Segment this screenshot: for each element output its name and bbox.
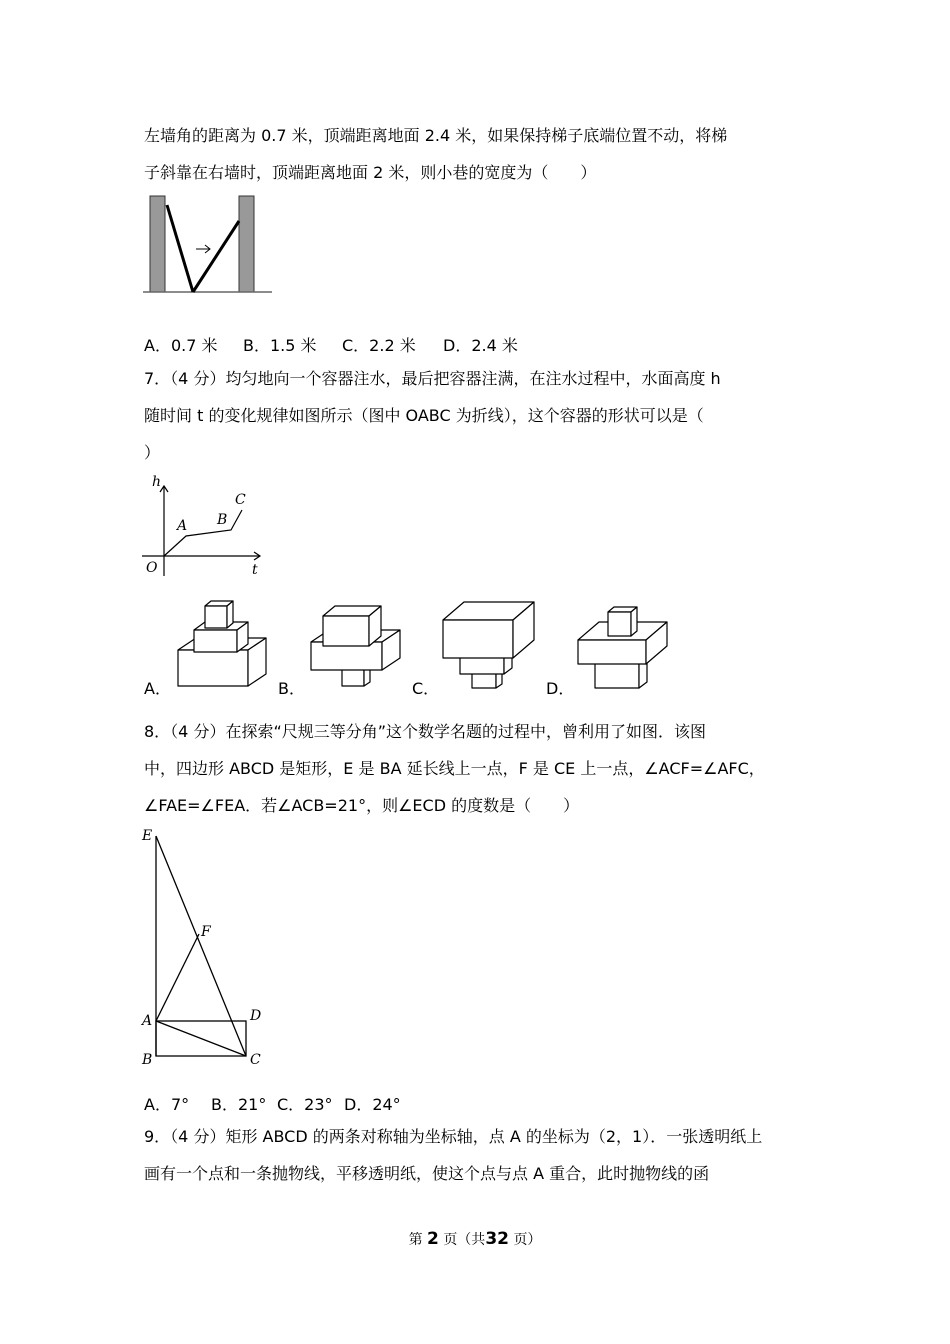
point-d-label: D bbox=[250, 1008, 262, 1024]
q6-choices bbox=[144, 333, 518, 356]
q6-choice-d: D．2.4 米 bbox=[443, 336, 518, 355]
q6-text-line-2: 子斜靠在右墙时，顶端距离地面 2 米，则小巷的宽度为（ ） bbox=[144, 163, 597, 182]
h-axis-label: h bbox=[152, 474, 162, 490]
q6-choice-b: B．1.5 米 bbox=[243, 336, 317, 355]
diagonal-ac bbox=[156, 1021, 246, 1056]
q7-choice-c: C． bbox=[412, 679, 440, 698]
right-wall bbox=[239, 196, 254, 292]
point-a-label: A bbox=[177, 518, 188, 534]
q7-choice-a: A． bbox=[144, 679, 171, 698]
q8-choice-b: B．21° bbox=[211, 1095, 267, 1114]
q8-choices bbox=[144, 1092, 401, 1115]
q8-text-line-1: 8．（4 分）在探索“尺规三等分角”这个数学名题的过程中，曾利用了如图．该图 bbox=[144, 722, 707, 741]
container-option-a bbox=[174, 594, 270, 690]
footer-total-pages: 32 bbox=[485, 1229, 509, 1249]
point-c-label: C bbox=[250, 1052, 261, 1068]
q6-choice-a: A．0.7 米 bbox=[144, 336, 218, 355]
q8-choice-d: D．24° bbox=[344, 1095, 401, 1114]
origin-label: O bbox=[146, 560, 158, 576]
ladder-alley-figure bbox=[140, 193, 280, 295]
q8-choice-c: C．23° bbox=[277, 1095, 333, 1114]
line-af bbox=[156, 934, 199, 1021]
q6-text-line-1: 左墙角的距离为 0.7 米，顶端距离地面 2.4 米，如果保持梯子底端位置不动，将梯 bbox=[144, 126, 728, 145]
q8-text-line-3: ∠FAE=∠FEA．若∠ACB=21°，则∠ECD 的度数是（ ） bbox=[144, 796, 580, 815]
point-b-label: B bbox=[142, 1052, 153, 1068]
point-e-label: E bbox=[142, 828, 153, 844]
oabc-polyline bbox=[164, 510, 242, 556]
point-c-label: C bbox=[235, 492, 246, 508]
footer-middle: 页（共 bbox=[443, 1232, 486, 1248]
footer-page-number: 2 bbox=[427, 1229, 439, 1249]
ladder-left-position bbox=[167, 205, 193, 292]
q8-text-line-2: 中，四边形 ABCD 是矩形，E 是 BA 延长线上一点，F 是 CE 上一点，∠ACF=∠AFC， bbox=[144, 759, 765, 778]
q8-choice-a: A．7° bbox=[144, 1095, 190, 1114]
line-ec bbox=[156, 836, 246, 1056]
water-height-graph bbox=[140, 470, 270, 580]
box-top-large bbox=[443, 602, 534, 658]
box-small bbox=[205, 601, 233, 628]
footer-prefix: 第 bbox=[408, 1232, 423, 1248]
q6-choice-c: C．2.2 米 bbox=[342, 336, 416, 355]
point-b-label: B bbox=[217, 512, 228, 528]
q9-text-line-1: 9．（4 分）矩形 ABCD 的两条对称轴为坐标轴，点 A 的坐标为（2，1）．一张透明纸上 bbox=[144, 1127, 763, 1146]
container-option-c bbox=[440, 596, 536, 692]
q7-choice-d: D． bbox=[546, 679, 575, 698]
q7-text-line-1: 7．（4 分）均匀地向一个容器注水，最后把容器注满，在注水过程中，水面高度 h bbox=[144, 369, 721, 388]
q7-text-line-2: 随时间 t 的变化规律如图所示（图中 OABC 为折线），这个容器的形状可以是（ bbox=[144, 406, 704, 425]
container-option-b bbox=[308, 598, 404, 690]
q9-text-line-2: 画有一个点和一条抛物线，平移透明纸，使这个点与点 A 重合，此时抛物线的函 bbox=[144, 1164, 710, 1183]
trisection-figure bbox=[138, 826, 268, 1071]
footer-suffix: 页） bbox=[513, 1232, 542, 1248]
t-axis-label: t bbox=[252, 562, 258, 578]
box-top-medium bbox=[323, 606, 381, 646]
page-footer bbox=[0, 1229, 950, 1249]
container-option-d bbox=[575, 602, 671, 694]
point-f-label: F bbox=[201, 924, 211, 940]
point-a-label: A bbox=[142, 1013, 153, 1029]
left-wall bbox=[150, 196, 165, 292]
box-top-small bbox=[608, 607, 637, 636]
ladder-right-position bbox=[193, 221, 239, 292]
q7-choice-b: B． bbox=[278, 679, 305, 698]
q7-text-line-3: ） bbox=[144, 443, 161, 462]
